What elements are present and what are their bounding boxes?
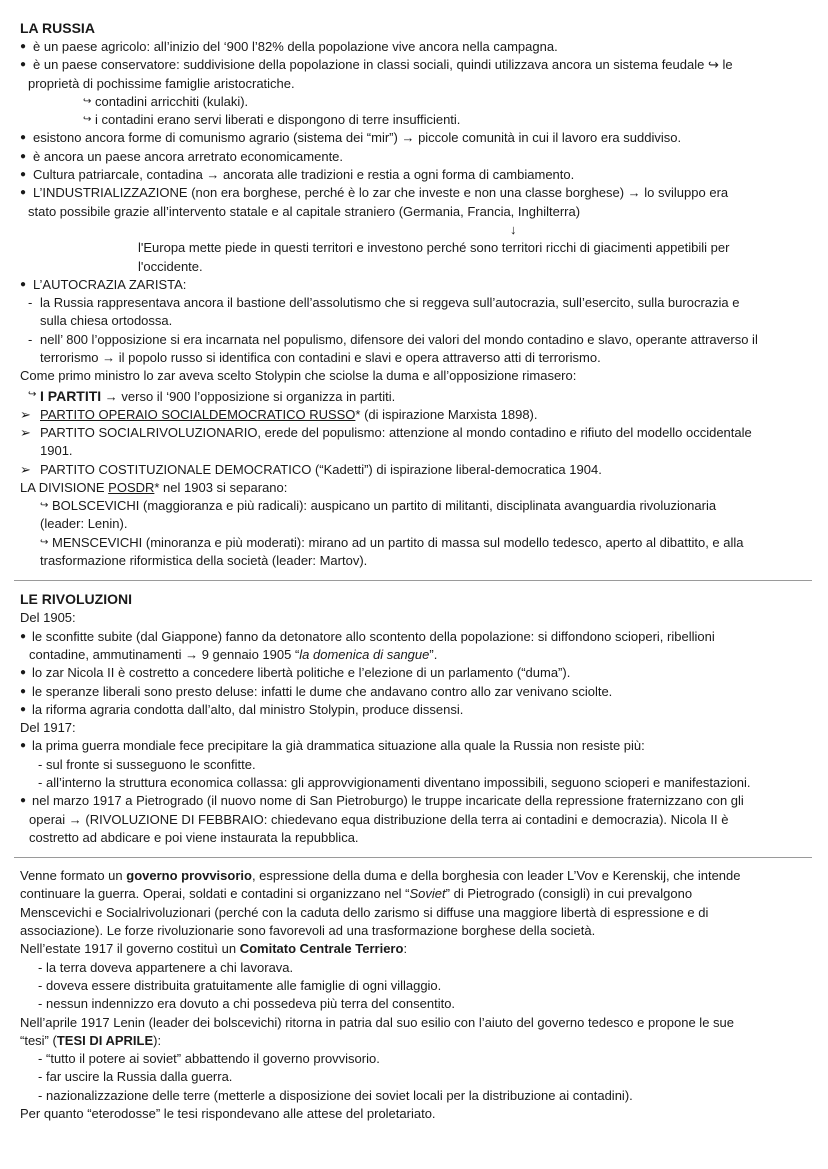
- list-item: [0, 129, 828, 147]
- text: operai → (RIVOLUZIONE DI FEBBRAIO: chiedevano equa distribuzione della terra ai contadini e democrazia). Nicola II è: [29, 811, 729, 827]
- list-item: [0, 995, 828, 1013]
- text-line: [52, 534, 828, 552]
- text: sul fronte si susseguono le sconfitte.: [46, 756, 256, 772]
- text-line: [40, 515, 828, 533]
- text: → verso il ‘900 l’opposizione si organizza in partiti.: [101, 388, 396, 404]
- text: PARTITO COSTITUZIONALE DEMOCRATICO (“Kadetti”) di ispirazione liberal-democratica 1904.: [40, 461, 602, 477]
- dash-marker: -: [28, 331, 33, 347]
- text-line: [20, 719, 828, 737]
- bullet-icon: ●: [20, 795, 27, 807]
- list-item: [0, 424, 828, 461]
- text: è un paese conservatore: suddivisione della popolazione in classi sociali, quindi utilizzava ancora un sistema feudale ↪ le: [33, 57, 733, 73]
- bold-text: TESI DI APRILE: [56, 1032, 154, 1048]
- text: * (di ispirazione Marxista 1898).: [355, 406, 538, 422]
- dash-marker: -: [38, 977, 43, 993]
- text-line: [40, 294, 828, 312]
- list-item: [0, 386, 828, 406]
- paragraph: [0, 479, 828, 497]
- list-item: [0, 977, 828, 995]
- paragraph: [0, 940, 828, 958]
- text: BOLSCEVICHI (maggioranza e più radicali): auspicano un partito di militanti, disciplinata avanguardia rivoluzionaria: [52, 498, 717, 514]
- bullet-icon: ●: [20, 132, 27, 144]
- text-line: [46, 1068, 828, 1086]
- text-line: [33, 129, 828, 147]
- list-item: [0, 239, 828, 276]
- text: la terra doveva appartenere a chi lavorava.: [46, 959, 294, 975]
- text-line: [40, 406, 828, 424]
- text-line: [20, 479, 828, 497]
- list-item: [0, 1050, 828, 1068]
- text: Nell’aprile 1917 Lenin (leader dei bolscevichi) ritorna in patria dal suo esilio con l’aiuto del governo tedesco e propone le sue: [20, 1014, 734, 1030]
- text: i contadini erano servi liberati e dispongono di terre insufficienti.: [95, 112, 461, 128]
- section-divider: [14, 857, 812, 858]
- text: “tesi” (: [20, 1032, 57, 1048]
- text: Menscevichi e Socialrivoluzionari (perché con la caduta dello zarismo si diffuse una maggiore libertà di espressione e di: [20, 904, 709, 920]
- text-line: [20, 867, 828, 885]
- text: Nell’estate 1917 il governo costituì un: [20, 941, 240, 957]
- dash-marker: -: [38, 756, 43, 772]
- text: doveva essere distribuita gratuitamente alle famiglie di ogni villaggio.: [46, 977, 442, 993]
- text-line: [33, 38, 828, 56]
- text: terrorismo → il popolo russo si identifica con contadini e slavi e opera attraverso atti di terrorismo.: [40, 350, 601, 366]
- text-line: [46, 756, 828, 774]
- list-item: [0, 166, 828, 184]
- text: proprietà di pochissime famiglie aristocratiche.: [28, 75, 295, 91]
- list-item: [0, 792, 828, 847]
- bullet-icon: ●: [20, 59, 27, 71]
- text-line: [138, 258, 828, 276]
- text: ):: [153, 1032, 162, 1048]
- section: [0, 19, 828, 570]
- text-line: [46, 959, 828, 977]
- text-line: [46, 995, 828, 1013]
- text-line: [40, 442, 828, 460]
- text: è ancora un paese ancora arretrato economicamente.: [33, 148, 344, 164]
- arrowhead-bullet-icon: ➢: [20, 424, 31, 440]
- text-line: [20, 1014, 828, 1032]
- text-line: [20, 367, 828, 385]
- list-item: [0, 737, 828, 755]
- text-line: [138, 239, 828, 257]
- text: costretto ad abdicare e poi viene instaurata la repubblica.: [29, 829, 359, 845]
- text-line: [33, 56, 828, 74]
- text-line: [95, 93, 828, 111]
- list-item: [0, 959, 828, 977]
- text: far uscire la Russia dalla guerra.: [46, 1069, 233, 1085]
- paragraph: [0, 367, 828, 385]
- text: L’AUTOCRAZIA ZARISTA:: [33, 276, 187, 292]
- italic-text: la domenica di sangue: [299, 646, 430, 662]
- list-item: [0, 56, 828, 93]
- section-heading: LE RIVOLUZIONI: [20, 591, 132, 608]
- text: associazione). Le forze rivoluzionarie sono favorevoli ad una trasformazione borghese della società.: [20, 923, 596, 939]
- text: nessun indennizzo era dovuto a chi possedeva più terra del consentito.: [46, 996, 456, 1012]
- dash-marker: -: [38, 996, 43, 1012]
- list-item: [0, 221, 828, 239]
- text-line: [40, 386, 828, 406]
- hook-arrow-icon: ↪: [83, 114, 92, 126]
- list-item: [0, 38, 828, 56]
- text: * nel 1903 si separano:: [154, 479, 288, 495]
- section: [0, 590, 828, 847]
- paragraph: [0, 1105, 828, 1123]
- text: la Russia rappresentava ancora il bastione dell’assolutismo che si reggeva sull’autocrazia, sull’esercito, sulla burocrazia e: [40, 295, 740, 311]
- list-item: [0, 774, 828, 792]
- list-item: [0, 93, 828, 111]
- text-line: [20, 609, 828, 627]
- text-line: [46, 774, 828, 792]
- text: PARTITO SOCIALRIVOLUZIONARIO, erede del populismo: attenzione al mondo contadino e rifiuto del modello occidentale: [40, 424, 752, 440]
- text: esistono ancora forme di comunismo agrario (sistema dei “mir”) → piccole comunità in cui il lavoro era suddiviso.: [33, 130, 682, 146]
- text: , espressione della duma e della borghesia con leader L’Vov e Kerenskij, che intende: [251, 868, 741, 884]
- text: lo zar Nicola II è costretto a concedere libertà politiche e l’elezione di un parlamento (“duma”).: [32, 665, 571, 681]
- text: ” di Pietrogrado (consigli) in cui prevalgono: [445, 886, 693, 902]
- italic-text: Soviet: [409, 886, 446, 902]
- text: contadini arricchiti (kulaki).: [95, 93, 249, 109]
- dash-marker: -: [38, 1069, 43, 1085]
- document-page: [0, 19, 828, 1123]
- text-line: [33, 184, 828, 202]
- text-line: [46, 1087, 828, 1105]
- text-line: [32, 701, 828, 719]
- text-line: [20, 1105, 828, 1123]
- list-item: [0, 148, 828, 166]
- paragraph: [0, 719, 828, 737]
- bullet-icon: ●: [20, 703, 27, 715]
- text-line: [20, 922, 828, 940]
- text: continuare la guerra. Operai, soldati e contadini si organizzano nel “: [20, 886, 410, 902]
- text: “tutto il potere ai soviet” abbattendo il governo provvisorio.: [46, 1051, 380, 1067]
- text: :: [403, 941, 408, 957]
- text-line: [40, 312, 828, 330]
- text-line: [28, 203, 828, 221]
- text-line: [29, 811, 828, 829]
- text: L’INDUSTRIALIZZAZIONE (non era borghese, perché è lo zar che investe e non una classe borghese) → lo sviluppo era: [33, 185, 729, 201]
- bold-text: Comitato Centrale Terriero: [239, 941, 404, 957]
- arrowhead-bullet-icon: ➢: [20, 461, 31, 477]
- text-line: [46, 1050, 828, 1068]
- list-item: [0, 276, 828, 294]
- bold-text: I PARTITI: [40, 387, 102, 404]
- text-line: [40, 331, 828, 349]
- text-line: [32, 792, 828, 810]
- list-item: [0, 628, 828, 665]
- text-line: [40, 424, 828, 442]
- hook-arrow-icon: ↪: [28, 388, 37, 400]
- text-line: [20, 904, 828, 922]
- text-line: [20, 940, 828, 958]
- text-line: [32, 664, 828, 682]
- text-line: [33, 166, 828, 184]
- text: nell’ 800 l’opposizione si era incarnata nel populismo, difensore dei valori del mondo contadino e slavo, operante attraverso il: [40, 331, 758, 347]
- section: [0, 867, 828, 1123]
- section-divider: [14, 580, 812, 581]
- text: Venne formato un: [20, 868, 127, 884]
- text: la prima guerra mondiale fece precipitare la già drammatica situazione alla quale la Russia non resiste più:: [32, 738, 645, 754]
- arrowhead-bullet-icon: ➢: [20, 406, 31, 422]
- list-item: [0, 701, 828, 719]
- text: Del 1905:: [20, 610, 76, 626]
- text: nazionalizzazione delle terre (metterle a disposizione dei soviet locali per la distribuzione ai contadini).: [46, 1087, 633, 1103]
- hook-arrow-icon: ↪: [40, 500, 49, 512]
- bullet-icon: ●: [20, 278, 27, 290]
- text-line: [20, 1032, 828, 1050]
- text: Per quanto “eterodosse” le tesi rispondevano alle attese del proletariato.: [20, 1106, 436, 1122]
- text: contadine, ammutinamenti → 9 gennaio 1905 “: [29, 646, 300, 662]
- list-item: [0, 534, 828, 571]
- text-line: [32, 683, 828, 701]
- text: stato possibile grazie all’intervento statale e al capitale straniero (Germania, Francia, Inghilterra): [28, 203, 581, 219]
- bullet-icon: ●: [20, 169, 27, 181]
- bullet-icon: ●: [20, 630, 27, 642]
- bullet-icon: ●: [20, 685, 27, 697]
- hook-arrow-icon: ↪: [83, 95, 92, 107]
- dash-marker: -: [38, 774, 43, 790]
- text-line: [32, 737, 828, 755]
- text: l'Europa mette piede in questi territori e investono perché sono territori ricchi di giacimenti appetibili per: [138, 240, 730, 256]
- paragraph: [0, 1014, 828, 1051]
- text-line: [40, 349, 828, 367]
- underlined-text: PARTITO OPERAIO SOCIALDEMOCRATICO RUSSO: [40, 406, 356, 422]
- bullet-icon: ●: [20, 740, 27, 752]
- dash-marker: -: [38, 959, 43, 975]
- text-line: [40, 461, 828, 479]
- text: LA DIVISIONE: [20, 479, 109, 495]
- bold-text: governo provvisorio: [126, 868, 252, 884]
- bullet-icon: ●: [20, 150, 27, 162]
- bullet-icon: ●: [20, 41, 27, 52]
- text-line: [52, 497, 828, 515]
- text: Cultura patriarcale, contadina → ancorata alle tradizioni e restia a ogni forma di cambiamento.: [33, 167, 575, 183]
- list-item: [0, 683, 828, 701]
- text-line: [33, 148, 828, 166]
- text: MENSCEVICHI (minoranza e più moderati): mirano ad un partito di massa sul modello tedesco, aperto al dibattito, e alla: [52, 534, 744, 550]
- text: l'occidente.: [138, 258, 203, 274]
- bullet-icon: ●: [20, 667, 27, 679]
- dash-marker: -: [38, 1087, 43, 1103]
- dash-marker: -: [28, 295, 33, 311]
- text-line: [95, 111, 828, 129]
- section-heading: LA RUSSIA: [20, 20, 95, 36]
- down-arrow-icon: [510, 221, 828, 239]
- text-line: [29, 646, 828, 664]
- text: ↓: [510, 221, 517, 237]
- dash-marker: -: [38, 1051, 43, 1067]
- list-item: [0, 461, 828, 479]
- list-item: [0, 184, 828, 221]
- text: ”.: [429, 646, 438, 662]
- paragraph: [0, 609, 828, 627]
- list-item: [0, 1087, 828, 1105]
- text: le sconfitte subite (dal Giappone) fanno da detonatore allo scontento della popolazione: si diffondono scioperi, ribellioni: [32, 628, 715, 644]
- text-line: [33, 276, 828, 294]
- list-item: [0, 1068, 828, 1086]
- text: 1901.: [40, 443, 73, 459]
- text-line: [46, 977, 828, 995]
- hook-arrow-icon: ↪: [40, 536, 49, 548]
- text-line: [32, 628, 828, 646]
- text: (leader: Lenin).: [40, 516, 128, 532]
- text: le speranze liberali sono presto deluse: infatti le dume che andavano contro allo zar venivano sciolte.: [32, 683, 613, 699]
- list-item: [0, 406, 828, 424]
- underlined-text: POSDR: [108, 479, 155, 495]
- paragraph: [0, 867, 828, 940]
- text-line: [28, 75, 828, 93]
- text: nel marzo 1917 a Pietrogrado (il nuovo nome di San Pietroburgo) le truppe incaricate della repressione fraternizzano con gli: [32, 793, 744, 809]
- text: sulla chiesa ortodossa.: [40, 313, 173, 329]
- text-line: [40, 552, 828, 570]
- list-item: [0, 111, 828, 129]
- text: trasformazione riformistica della società (leader: Martov).: [40, 553, 368, 569]
- list-item: [0, 294, 828, 331]
- text: Del 1917:: [20, 720, 76, 736]
- text: Come primo ministro lo zar aveva scelto Stolypin che sciolse la duma e all’opposizione rimasero:: [20, 368, 577, 384]
- text: la riforma agraria condotta dall’alto, dal ministro Stolypin, produce dissensi.: [32, 701, 464, 717]
- text: è un paese agricolo: all’inizio del ‘900 l’82% della popolazione vive ancora nella campagna.: [33, 39, 558, 54]
- text-line: [20, 885, 828, 903]
- text-line: [29, 829, 828, 847]
- list-item: [0, 756, 828, 774]
- list-item: [0, 331, 828, 368]
- list-item: [0, 497, 828, 534]
- list-item: [0, 664, 828, 682]
- text: all’interno la struttura economica collassa: gli approvvigionamenti diventano impossibili, seguono scioperi e manifestazioni.: [46, 774, 751, 790]
- bullet-icon: ●: [20, 187, 27, 199]
